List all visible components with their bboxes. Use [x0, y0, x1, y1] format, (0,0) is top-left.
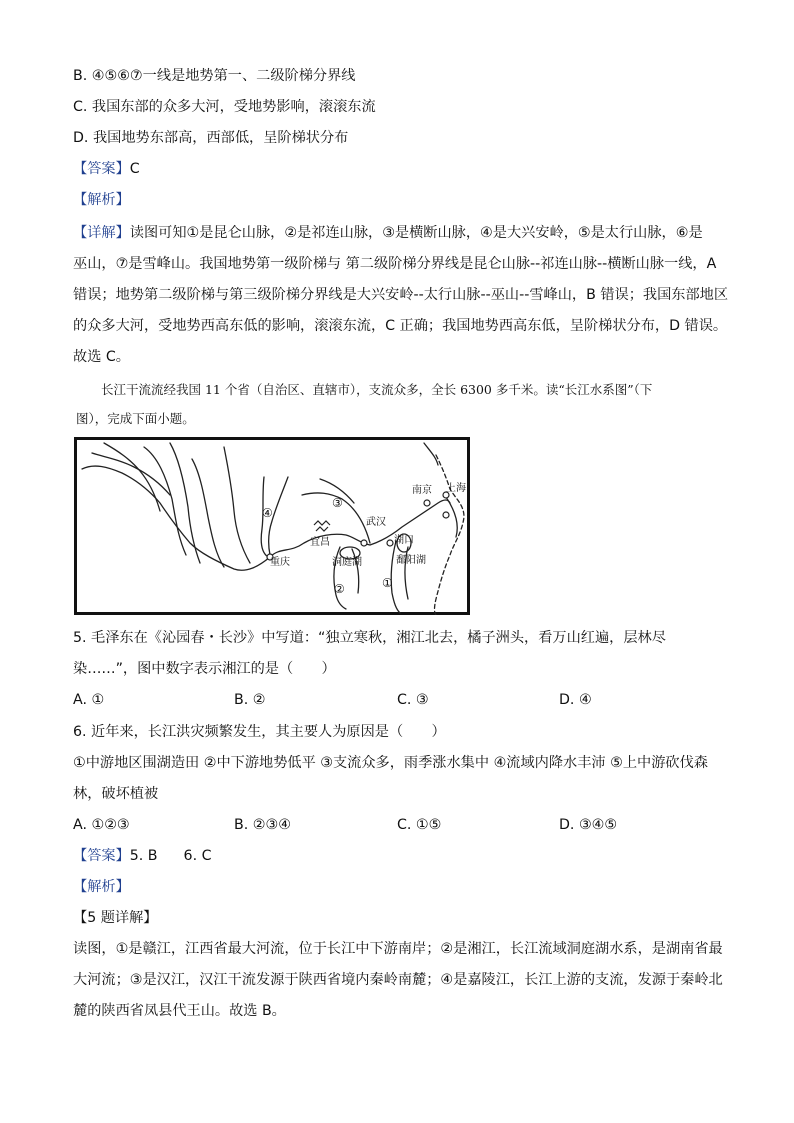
label-river-1: ①: [382, 576, 393, 590]
analysis-tag: 【解析】: [73, 192, 130, 208]
detail5-line-3: 麓的陕西省凤县代王山。故选 B。: [73, 1003, 286, 1019]
answer-6: 6. C: [183, 848, 212, 864]
q6-items-2: 林，破坏植被: [73, 786, 159, 802]
intro-line-1: 长江干流流经我国 11 个省（自治区、直辖市），支流众多，全长 6300 多千米。读“长江水系图”（下: [101, 382, 653, 397]
label-poyang: 鄱阳湖: [396, 555, 426, 566]
answers-analysis-tag: 【解析】: [73, 879, 130, 895]
answers-tag: 【答案】: [73, 848, 130, 864]
q5-option-d: D. ④: [559, 692, 592, 708]
intro-line-2: 图），完成下面小题。: [76, 411, 195, 426]
detail5-tag: 【5 题详解】: [73, 910, 158, 926]
q5-option-a: A. ①: [73, 692, 105, 708]
option-d: D. 我国地势东部高，西部低，呈阶梯状分布: [73, 130, 349, 146]
detail-line-3: 错误；地势第二级阶梯与第三级阶梯分界线是大兴安岭--太行山脉--巫山--雪峰山，B 错误；我国东部地区: [73, 287, 729, 303]
label-hukou: 湖口: [394, 535, 414, 546]
option-b: B. ④⑤⑥⑦一线是地势第一、二级阶梯分界线: [73, 68, 356, 84]
detail5-line-1: 读图，①是赣江，江西省最大河流，位于长江中下游南岸；②是湘江，长江流域洞庭湖水系，是湖南省最: [73, 941, 723, 957]
shanghai-dot-2: [443, 512, 449, 518]
label-shanghai: 上海: [446, 483, 466, 494]
answers-line: [73, 846, 212, 866]
q5-stem-1: 5. 毛泽东在《沁园春・长沙》中写道：“独立寒秋，湘江北去，橘子洲头，看万山红遍，层林尽: [73, 630, 666, 646]
q6-items-1: ①中游地区围湖造田 ②中下游地势低平 ③支流众多，雨季涨水集中 ④流域内降水丰沛 ⑤上中游砍伐森: [73, 755, 708, 771]
detail-line-2: 巫山，⑦是雪峰山。我国地势第一级阶梯与 第二级阶梯分界线是昆仑山脉--祁连山脉--横断山脉一线，A: [73, 256, 717, 272]
label-river-2: ②: [334, 582, 345, 596]
label-river-4: ④: [262, 506, 273, 520]
answer-5: 5. B: [129, 848, 158, 864]
label-river-3: ③: [332, 496, 343, 510]
detail-tag: 【详解】: [73, 225, 130, 241]
answer-tag: 【答案】: [73, 161, 130, 177]
detail-line-1: 【详解】读图可知①是昆仑山脉，②是祁连山脉，③是横断山脉，④是大兴安岭，⑤是太行山脉，⑥是: [73, 225, 703, 241]
label-dongting: 洞庭湖: [332, 557, 362, 568]
label-yichang: 宜昌: [310, 537, 330, 548]
q5-option-b: B. ②: [234, 692, 266, 708]
yangtze-river-map: [74, 437, 470, 615]
answer-line: [73, 159, 140, 179]
q5-stem-2: 染……”，图中数字表示湘江的是（ ）: [73, 661, 336, 677]
q5-option-c: C. ③: [397, 692, 429, 708]
detail5-line-2: 大河流；③是汉江，汉江干流发源于陕西省境内秦岭南麓；④是嘉陵江，长江上游的支流，发源于秦岭北: [73, 972, 723, 988]
label-chongqing: 重庆: [270, 557, 290, 568]
label-wuhan: 武汉: [366, 517, 386, 528]
hukou-dot: [387, 540, 393, 546]
detail-line-5: 故选 C。: [73, 349, 130, 365]
q6-option-a: A. ①②③: [73, 817, 130, 833]
q6-option-c: C. ①⑤: [397, 817, 442, 833]
q6-option-d: D. ③④⑤: [559, 817, 618, 833]
detail-line-4: 的众多大河，受地势西高东低的影响，滚滚东流，C 正确；我国地势西高东低，呈阶梯状分布，D 错误。: [73, 318, 728, 334]
answer-value: C: [129, 161, 140, 177]
nanjing-dot: [424, 500, 430, 506]
label-nanjing: 南京: [412, 485, 432, 496]
q6-stem: 6. 近年来，长江洪灾频繁发生，其主要人为原因是（ ）: [73, 724, 446, 740]
option-c: C. 我国东部的众多大河，受地势影响，滚滚东流: [73, 99, 376, 115]
wuhan-dot: [361, 540, 367, 546]
q6-option-b: B. ②③④: [234, 817, 291, 833]
